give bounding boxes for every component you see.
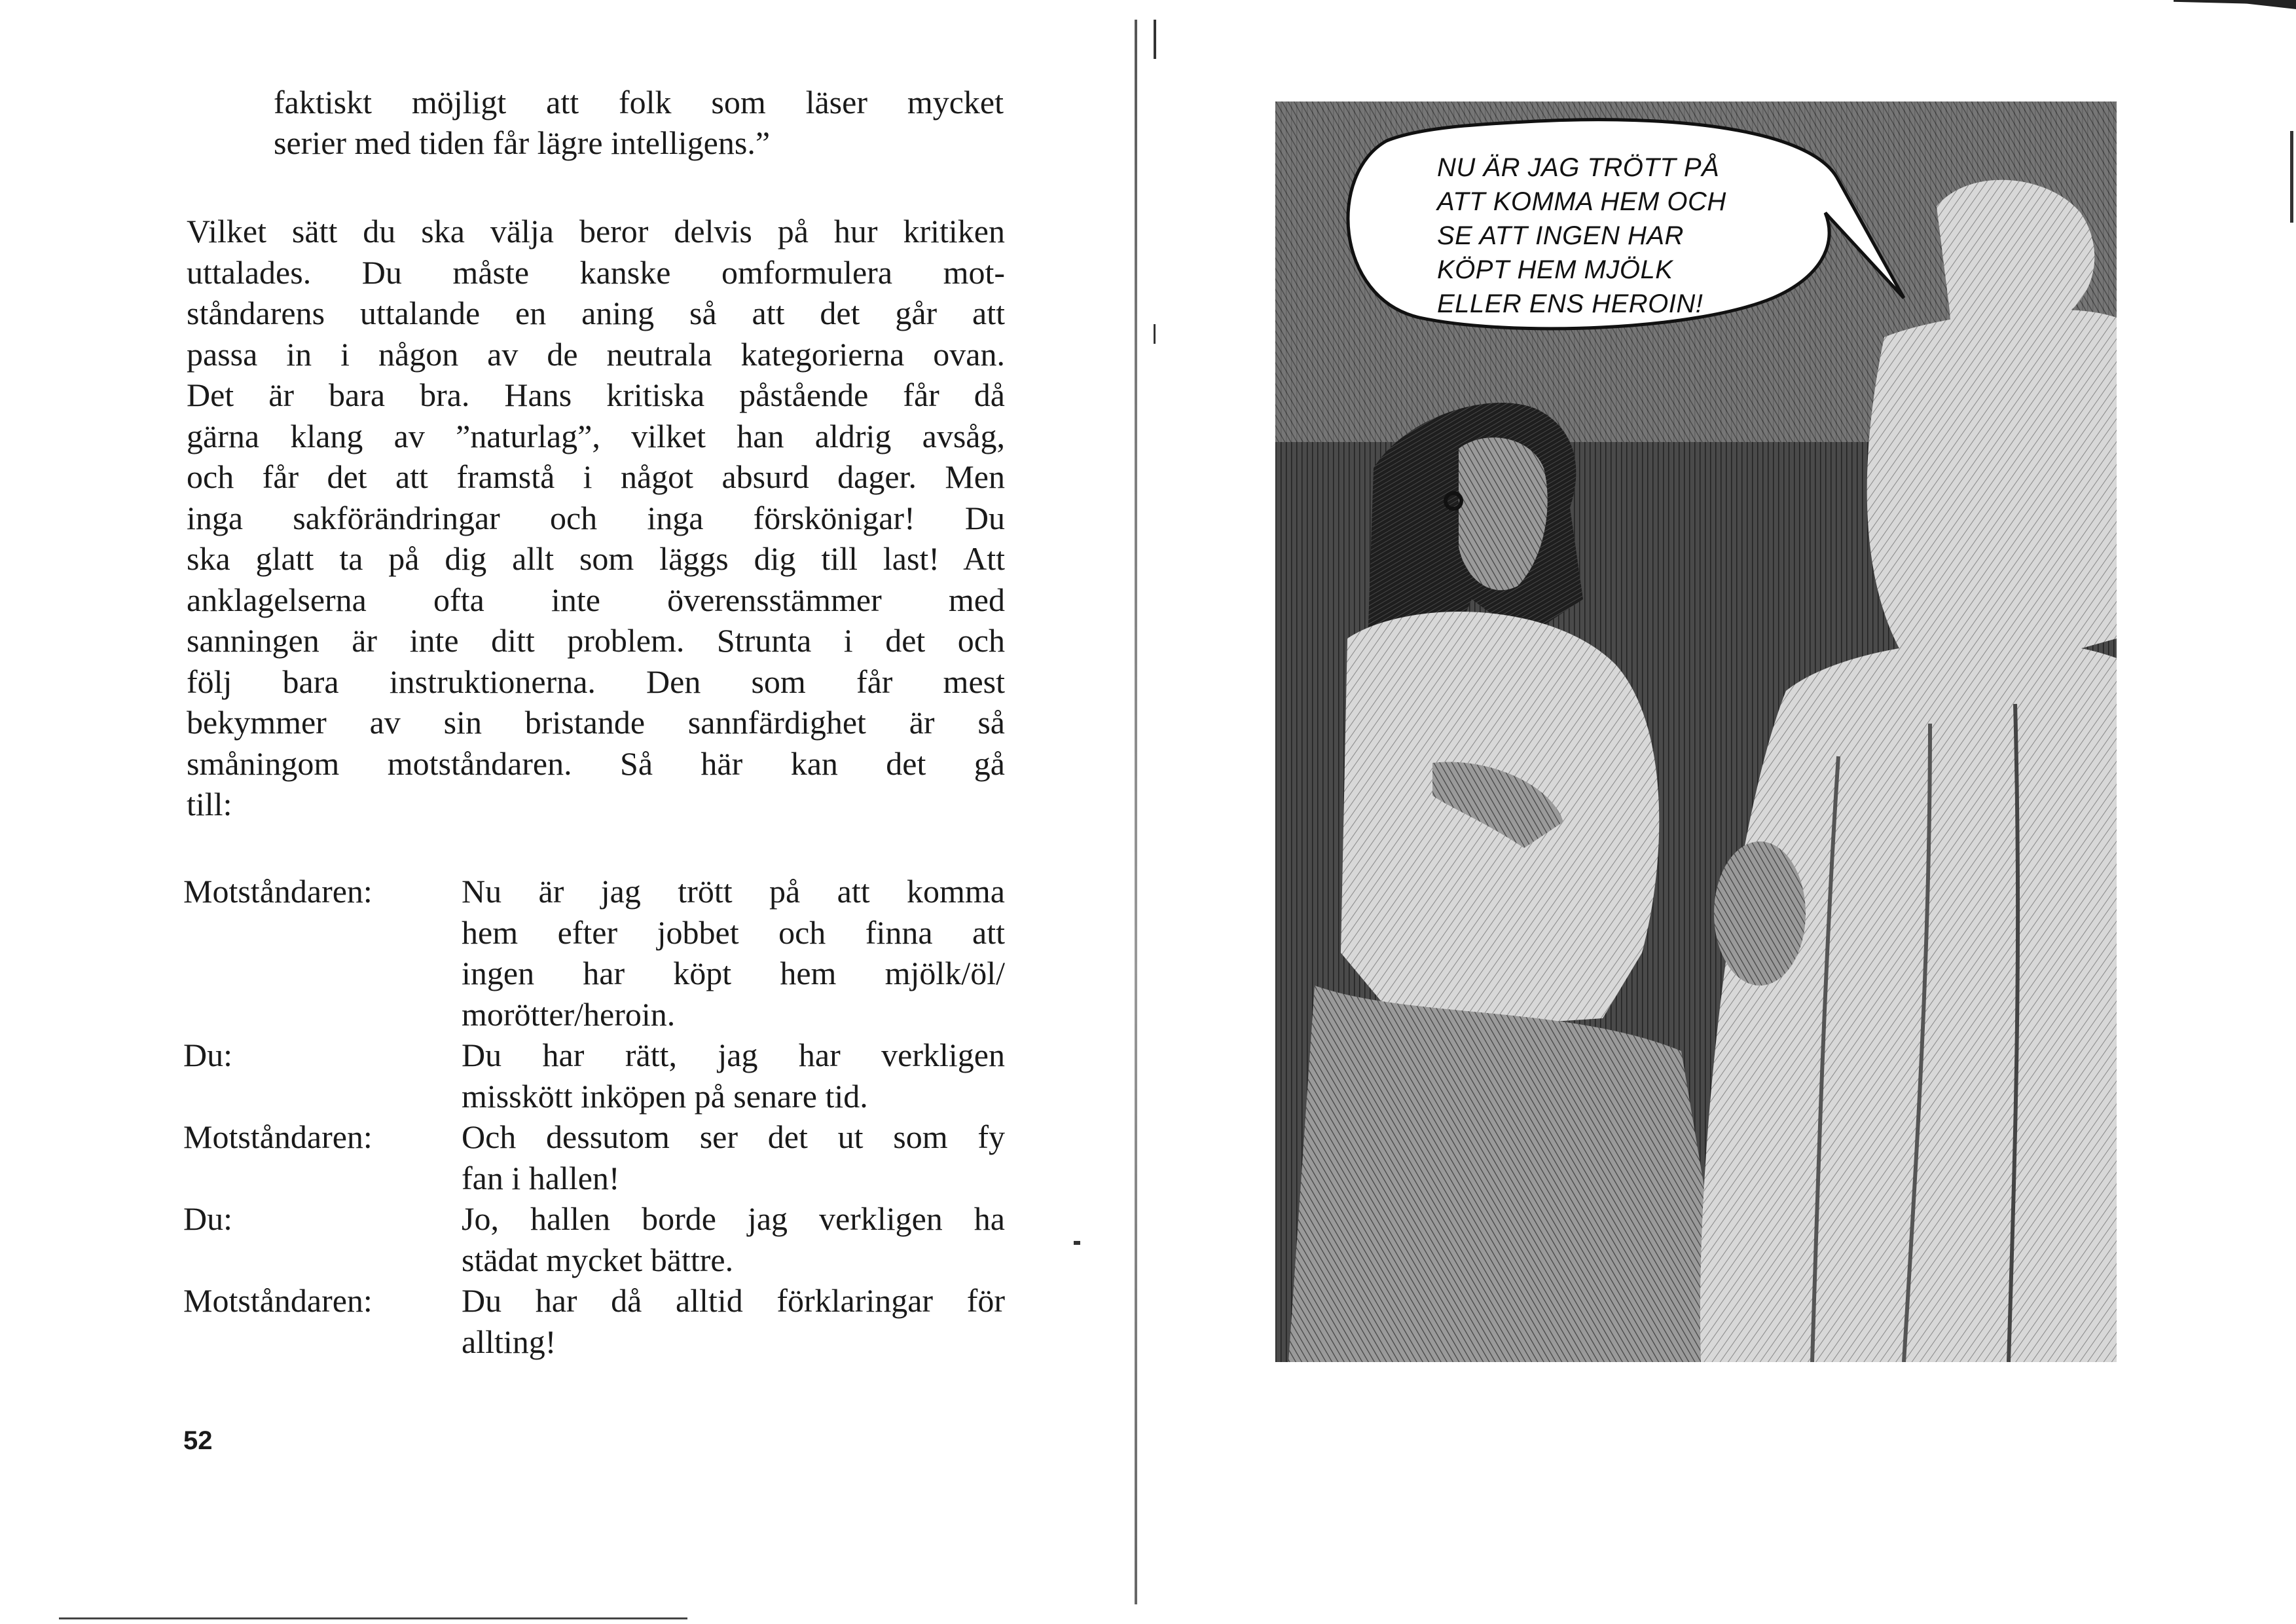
bubble-line: ELLER ENS HEROIN! — [1437, 289, 1704, 318]
paragraph-line: gärna klang av ”naturlag”, vilket han aldrig avsåg, — [187, 417, 1005, 454]
paragraph-line: bekymmer av sin bristande sannfärdighet är så — [187, 704, 1005, 741]
paragraph-line: småningom motståndaren. Så här kan det gå — [187, 745, 1005, 782]
page-number: 52 — [183, 1426, 213, 1455]
dialogue-row — [183, 1280, 1008, 1362]
paragraph-line: Vilket sätt du ska välja beror delvis på hur kritiken — [187, 213, 1005, 249]
dialogue-line: misskött inköpen på senare tid. — [462, 1077, 868, 1115]
paragraph-line: anklagelserna ofta inte överensstämmer med — [187, 581, 1005, 618]
scan-mark — [1074, 1241, 1080, 1245]
dialogue-text — [462, 1035, 1005, 1116]
quote-line: faktiskt möjligt att folk som läser mycket — [274, 84, 1004, 120]
dialogue-row — [183, 1116, 1008, 1198]
dialogue-line: hem efter jobbet och finna att — [462, 913, 1005, 951]
dialogue-line: Du har då alltid förklaringar för — [462, 1282, 1005, 1319]
woman-hands — [1714, 841, 1806, 986]
paragraph-line: följ bara instruktionerna. Den som får mest — [187, 663, 1005, 700]
body-paragraph — [187, 211, 1005, 825]
dialogue-row — [183, 871, 1008, 1035]
dialogue-text — [462, 1116, 1005, 1198]
paragraph-line: och får det att framstå i något absurd dager. Men — [187, 458, 1005, 495]
paragraph-line: ståndarens uttalande en aning så att det går att — [187, 295, 1005, 331]
woman-shawl — [1867, 310, 2117, 691]
bubble-line: ATT KOMMA HEM OCH — [1437, 187, 1726, 216]
dialogue-speaker: Du: — [183, 1200, 232, 1237]
dialogue-speaker: Motståndaren: — [183, 1282, 373, 1319]
dialogue-speaker: Motståndaren: — [183, 1118, 373, 1155]
scan-edge-rule — [59, 1617, 687, 1619]
dialogue-row — [183, 1198, 1008, 1280]
dialogue-line: ingen har köpt hem mjölk/öl/ — [462, 955, 1005, 991]
dialogue-text — [462, 1280, 1005, 1362]
speech-bubble-text — [1437, 151, 1843, 321]
quote-line: serier med tiden får lägre intelligens.” — [274, 124, 771, 161]
dialogue-line: Jo, hallen borde jag verkligen ha — [462, 1200, 1005, 1237]
paragraph-line: ska glatt ta på dig allt som läggs dig till last! Att — [187, 540, 1005, 577]
left-page — [0, 0, 1139, 1624]
bubble-line: KÖPT HEM MJÖLK — [1437, 255, 1673, 284]
dialogue-line: Du har rätt, jag har verkligen — [462, 1037, 1005, 1073]
dialogue-speaker: Du: — [183, 1037, 232, 1073]
dialogue-row — [183, 1035, 1008, 1116]
dialogue-line: Och dessutom ser det ut som fy — [462, 1118, 1005, 1155]
quote-block — [274, 82, 1004, 163]
dialogue-line: morötter/heroin. — [462, 995, 676, 1033]
book-gutter — [1135, 20, 1137, 1604]
dialogue-line: städat mycket bättre. — [462, 1241, 734, 1278]
paragraph-line: till: — [187, 786, 232, 822]
dialogue-speaker: Motståndaren: — [183, 873, 373, 910]
paragraph-line: uttalades. Du måste kanske omformulera mot- — [187, 253, 1005, 291]
paragraph-line: Det är bara bra. Hans kritiska påstående får då — [187, 377, 1005, 413]
paragraph-line: sanningen är inte ditt problem. Strunta i det och — [187, 622, 1005, 659]
dialogue-line: fan i hallen! — [462, 1159, 620, 1196]
paragraph-line: inga sakförändringar och inga förskönigar! Du — [187, 499, 1005, 536]
dialogue-line: allting! — [462, 1323, 556, 1360]
dialogue-text — [462, 1198, 1005, 1280]
bubble-line: NU ÄR JAG TRÖTT PÅ — [1437, 153, 1720, 182]
bubble-line: SE ATT INGEN HAR — [1437, 221, 1684, 250]
dialogue-line: Nu är jag trött på att komma — [462, 873, 1005, 910]
dialogue-table — [183, 871, 1008, 1362]
dialogue-text — [462, 871, 1005, 1035]
paragraph-line: passa in i någon av de neutrala kategorierna ovan. — [187, 335, 1005, 373]
